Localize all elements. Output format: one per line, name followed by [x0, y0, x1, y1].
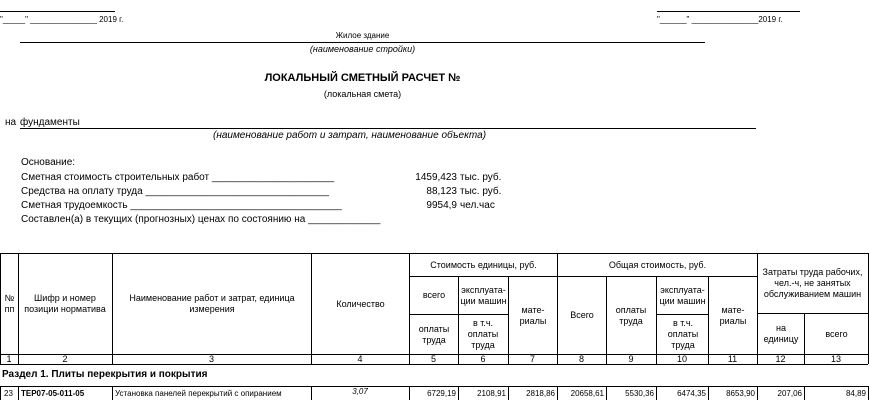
left-approval-date: "_____" _______________ 2019 г. [0, 15, 124, 24]
document-subtitle: (локальная смета) [323, 89, 402, 99]
basis-value-construction: 1459,423 [415, 172, 457, 183]
col-number: 1 [6, 354, 12, 364]
row-code: ТЕР07-05-011-05 [21, 389, 85, 398]
row-total-materials: 8653,90 [726, 389, 755, 398]
col-number: 5 [430, 354, 436, 364]
col-number: 4 [357, 354, 363, 364]
col-number: 10 [676, 354, 687, 364]
th-num: № пп [4, 293, 15, 314]
th-qty: Количество [336, 298, 385, 309]
basis-label-construction: Сметная стоимость строительных работ ______________________ [21, 172, 335, 183]
right-approval-date: "______" _______________2019 г. [657, 15, 783, 24]
th-code: Шифр и номер позиции норматива [24, 293, 106, 314]
th-unit-vsego: всего [422, 290, 446, 300]
th-unit-materialy: мате- риалы [519, 304, 547, 326]
basis-heading: Основание: [21, 157, 76, 168]
row-unit-total: 6729,19 [427, 389, 456, 398]
row-num: 23 [4, 389, 13, 398]
building-type: Жилое здание [335, 31, 390, 40]
basis-prices-line: Составлен(а) в текущих (прогнозных) ценах по состоянию на _____________ [21, 214, 381, 225]
right-top-line [657, 11, 800, 12]
th-total-materialy: мате- риалы [719, 304, 747, 326]
th-unit-vtch: в т.ч. оплаты труда [467, 318, 499, 350]
th-total-vtch: в т.ч. оплаты труда [667, 318, 699, 350]
th-unit-oplaty: оплаты труда [418, 323, 450, 345]
row-total-machines: 6474,35 [677, 389, 706, 398]
col-number: 2 [62, 354, 68, 364]
estimate-table [0, 253, 868, 400]
section-title: Раздел 1. Плиты перекрытия и покрытия [2, 369, 208, 380]
building-underline [20, 42, 705, 43]
row-qty: 3,07 [352, 387, 368, 396]
row-name: Установка панелей перекрытий с опиранием [115, 389, 282, 398]
col-number: 8 [578, 354, 584, 364]
row-total: 20658,61 [570, 389, 604, 398]
basis-label-labor: Средства на оплату труда _________________________________ [21, 186, 329, 197]
row-labor-total: 84,89 [845, 389, 866, 398]
row-total-labor: 5530,36 [625, 389, 654, 398]
col-number: 11 [727, 354, 738, 364]
col-number: 3 [208, 354, 214, 364]
row-unit-materials: 2818,86 [526, 389, 555, 398]
basis-value-labor: 88,123 [426, 186, 457, 197]
row-labor-per-unit: 207,06 [777, 389, 802, 398]
th-total-vsego: Всего [570, 310, 594, 320]
th-unit-ekspl: эксплуата- ции машин [460, 284, 507, 306]
th-name: Наименование работ и затрат, единица измерения [129, 293, 295, 314]
basis-label-workload: Сметная трудоемкость ______________________________________ [21, 200, 342, 211]
th-labor-per-unit: на единицу [763, 323, 799, 344]
col-number: 9 [628, 354, 634, 364]
work-underline [20, 128, 756, 129]
th-labor-total: всего [825, 328, 848, 339]
work-caption: (наименование работ и затрат, наименование объекта) [213, 130, 487, 141]
col-number: 12 [775, 354, 786, 364]
basis-value-workload: 9954,9 [426, 200, 457, 211]
col-number: 7 [529, 354, 535, 364]
building-caption: (наименование стройки) [309, 44, 416, 54]
left-top-line [0, 11, 115, 12]
th-total-cost: Общая стоимость, руб. [608, 259, 707, 270]
basis-unit-construction: тыс. руб. [460, 172, 502, 183]
basis-unit-workload: чел.час [460, 200, 495, 211]
th-unit-cost: Стоимость единицы, руб. [430, 259, 537, 270]
th-labor: Затраты труда рабочих, чел.-ч, не занятых обслуживанием машин [762, 267, 863, 299]
basis-unit-labor: тыс. руб. [460, 186, 502, 197]
th-total-ekspl: эксплуата- ции машин [659, 284, 706, 306]
work-name: фундаменты [20, 117, 80, 128]
col-number: 6 [480, 354, 486, 364]
col-number: 13 [830, 354, 841, 364]
row-unit-machines: 2108,91 [477, 389, 506, 398]
work-prefix: на [5, 117, 17, 128]
document-title: ЛОКАЛЬНЫЙ СМЕТНЫЙ РАСЧЕТ № [264, 72, 461, 84]
th-total-oplaty: оплаты труда [615, 304, 647, 326]
